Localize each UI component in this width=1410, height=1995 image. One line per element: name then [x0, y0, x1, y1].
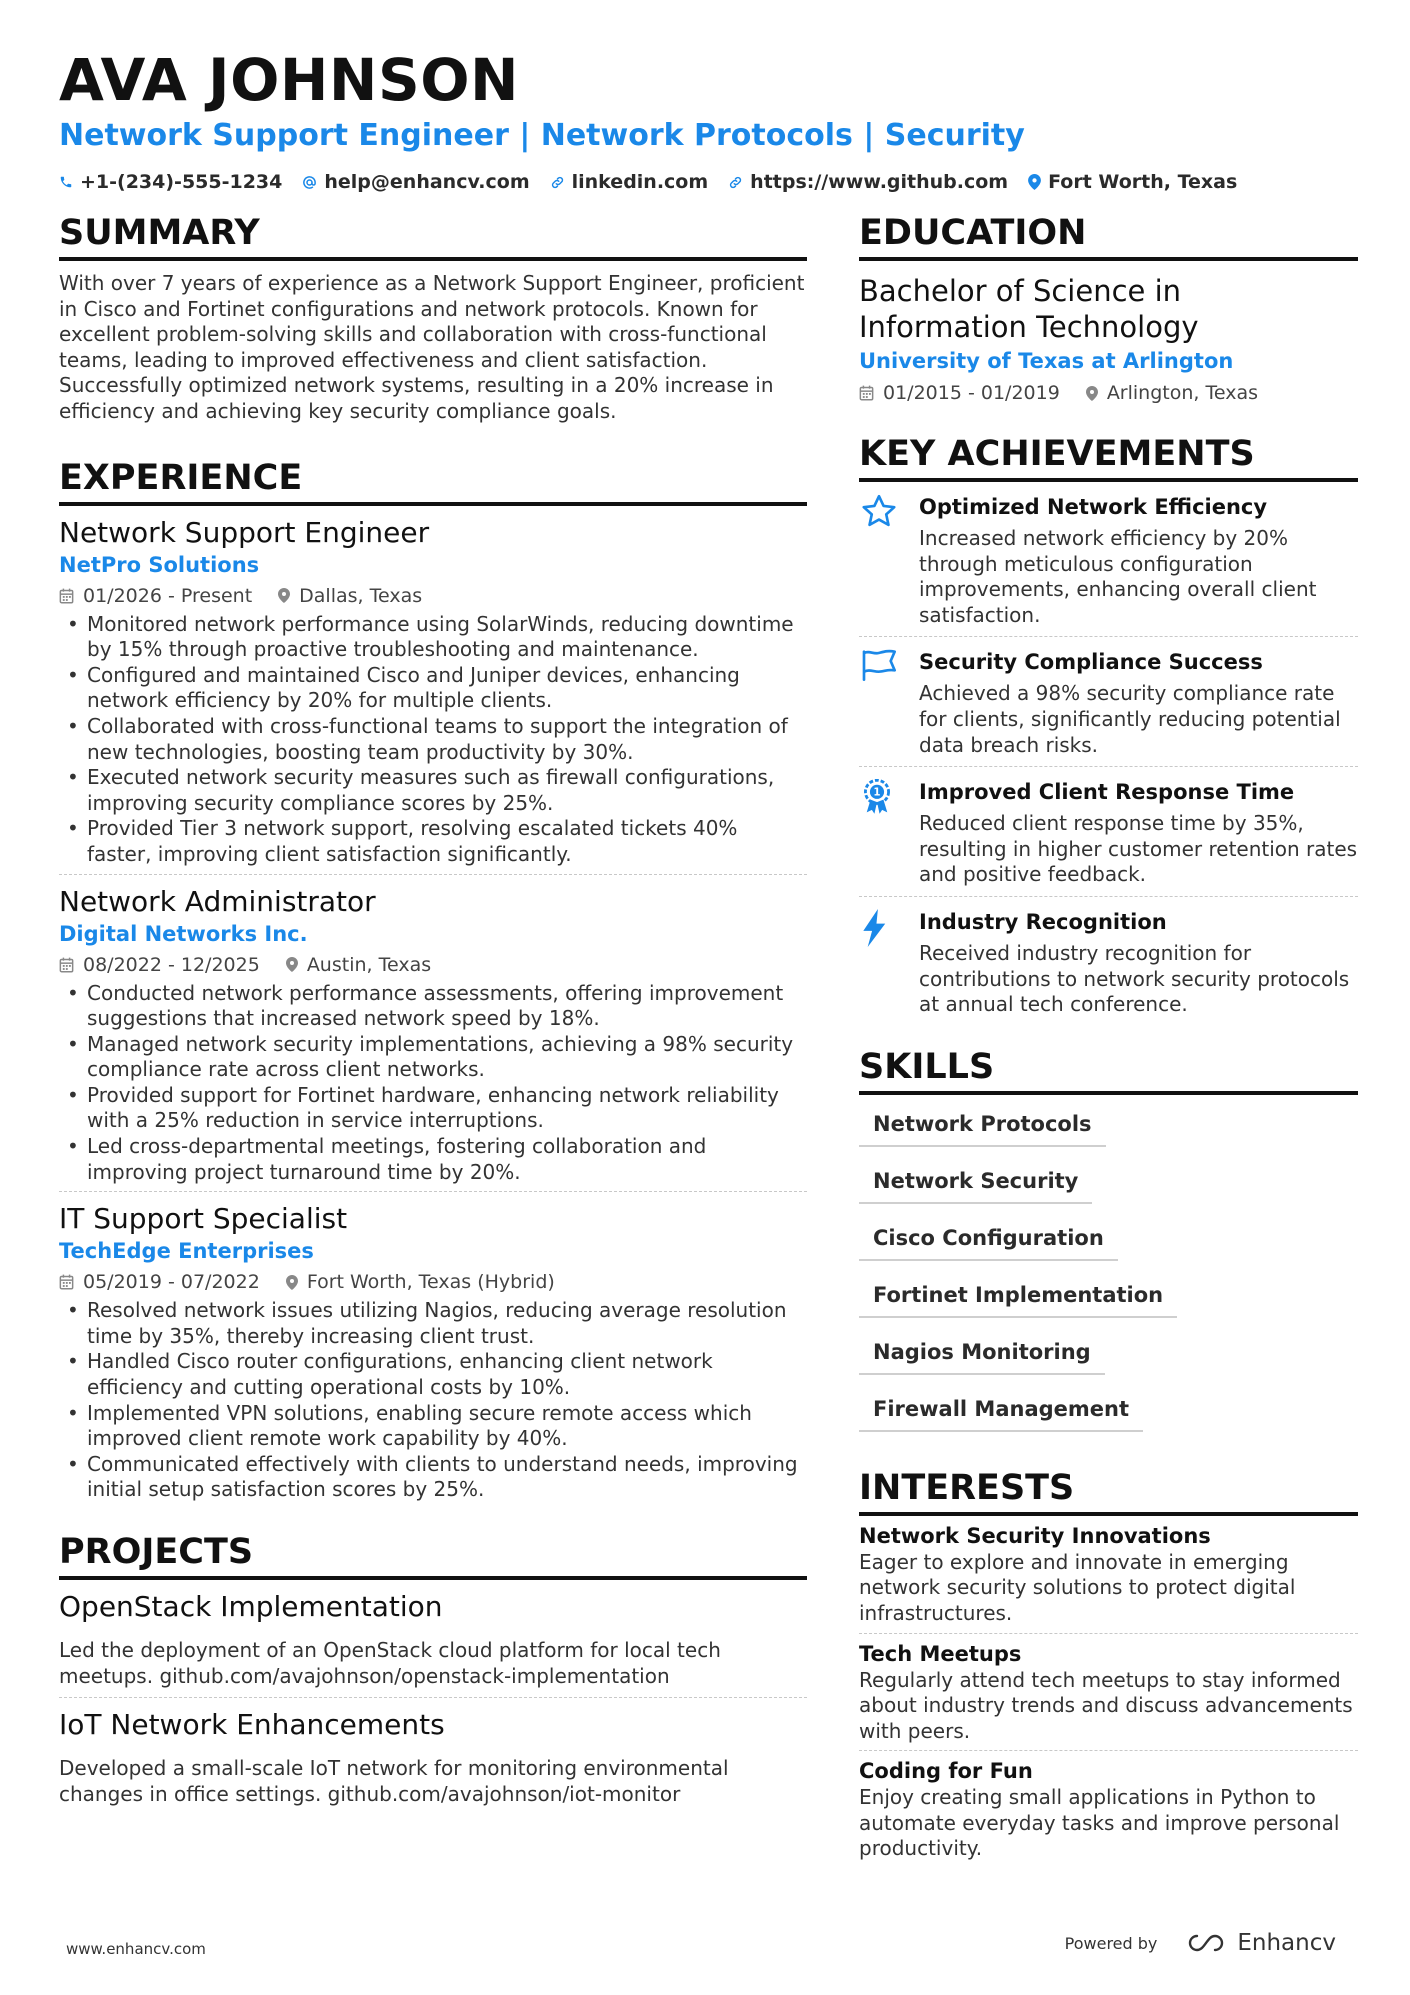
job-bullets — [59, 981, 807, 1186]
job-dates-wrap — [59, 1268, 260, 1296]
experience-heading: EXPERIENCE — [59, 455, 807, 506]
location-pin-icon — [1086, 386, 1098, 401]
svg-text:1: 1 — [873, 786, 881, 799]
achievement-title: Optimized Network Efficiency — [919, 495, 1268, 519]
interest-description: Eager to explore and innovate in emerging network security solutions to protect digital infrastructures. — [859, 1549, 1296, 1625]
interest-title: Tech Meetups — [859, 1641, 1022, 1666]
interest-title: Coding for Fun — [859, 1759, 1033, 1784]
skills-section — [859, 1044, 1358, 1445]
footer-website-link[interactable]: www.enhancv.com — [66, 1940, 206, 1958]
footer-branding — [1065, 1930, 1336, 1956]
project-entry — [59, 1698, 807, 1815]
job-dates: 08/2022 - 12/2025 — [83, 953, 260, 976]
summary-text: With over 7 years of experience as a Network Support Engineer, proficient in Cisco and Fortinet configurations and network protocols. Known for excellent problem-solving skills and collaboration with cross-functional teams, leading to improved effectiveness and client satisfaction. Successfully optimized network systems, resulting in a 20% increase in efficiency and achieving key security compliance goals. — [59, 271, 805, 423]
location-pin-icon — [286, 1275, 298, 1290]
job-dates-wrap — [59, 582, 252, 610]
job-location-wrap — [278, 582, 422, 610]
job-meta — [59, 951, 807, 979]
job-dates-wrap — [59, 951, 260, 979]
calendar-icon — [59, 957, 74, 973]
job-bullet: • Resolved network issues utilizing Nagios, reducing average resolution time by 35%, thereby increasing client trust. — [59, 1298, 807, 1349]
job-bullet: • Executed network security measures such as firewall configurations, improving security compliance scores by 25%. — [59, 765, 807, 816]
achievement-entry — [859, 897, 1358, 1026]
contact-github-text: https://www.github.com — [750, 171, 1009, 193]
link-icon — [728, 175, 743, 190]
lightning-bolt-icon — [861, 909, 889, 947]
achievement-body — [919, 777, 1358, 888]
contact-github[interactable] — [728, 171, 1008, 193]
achievement-icon-wrap — [859, 777, 919, 888]
achievement-title: Industry Recognition — [919, 909, 1167, 934]
contact-location — [1028, 171, 1237, 193]
achievement-description: Increased network efficiency by 20% through meticulous configuration improvements, enhancing overall client satisfaction. — [919, 526, 1317, 627]
job-location: Fort Worth, Texas (Hybrid) — [306, 1271, 555, 1294]
job-bullets — [59, 1298, 807, 1503]
education-section — [859, 210, 1358, 407]
star-icon — [861, 494, 897, 528]
achievement-title: Security Compliance Success — [919, 650, 1263, 675]
experience-entry — [59, 1192, 807, 1509]
contact-phone-text: +1-(234)-555-1234 — [80, 171, 283, 193]
achievement-description: Reduced client response time by 35%, resulting in higher customer retention rates and positive feedback. — [919, 811, 1358, 887]
job-bullet: • Led cross-departmental meetings, fostering collaboration and improving project turnaround time by 20%. — [59, 1134, 807, 1185]
phone-icon — [59, 175, 73, 189]
job-bullet: • Implemented VPN solutions, enabling secure remote access which improved client remote work capability by 40%. — [59, 1401, 807, 1452]
contact-email[interactable] — [302, 171, 529, 193]
achievements-heading: KEY ACHIEVEMENTS — [859, 431, 1358, 482]
degree-title: Bachelor of Science in Information Technology — [859, 274, 1199, 344]
skill-tag: Network Protocols — [859, 1103, 1106, 1147]
achievement-icon-wrap — [859, 907, 919, 1018]
education-location-wrap — [1086, 379, 1258, 407]
skill-tag: Network Security — [859, 1160, 1092, 1204]
school-name: University of Texas at Arlington — [859, 349, 1234, 373]
job-location-wrap — [286, 951, 431, 979]
job-title: Network Support Engineer — [59, 515, 430, 549]
job-dates: 05/2019 - 07/2022 — [83, 1271, 260, 1294]
interest-title: Network Security Innovations — [859, 1523, 1211, 1548]
location-pin-icon — [286, 957, 298, 972]
company-name: TechEdge Enterprises — [59, 1239, 314, 1264]
company-name: NetPro Solutions — [59, 552, 260, 577]
skill-tag: Firewall Management — [859, 1388, 1143, 1432]
experience-entry — [59, 875, 807, 1193]
achievement-entry — [859, 767, 1358, 897]
job-location-wrap — [286, 1268, 555, 1296]
job-bullet: • Provided Tier 3 network support, resolving escalated tickets 40% faster, improving client satisfaction significantly. — [59, 816, 807, 867]
achievement-entry — [859, 637, 1358, 767]
achievements-section — [859, 431, 1358, 1026]
experience-entry — [59, 506, 807, 875]
company-name: Digital Networks Inc. — [59, 921, 308, 946]
flag-icon — [861, 649, 899, 681]
contact-linkedin-text: linkedin.com — [571, 171, 709, 193]
achievement-icon-wrap — [859, 647, 919, 758]
link-icon — [550, 175, 565, 190]
location-pin-icon — [1028, 174, 1041, 190]
achievement-title: Improved Client Response Time — [919, 780, 1295, 805]
interest-entry — [859, 1634, 1358, 1752]
project-title: OpenStack Implementation — [59, 1590, 443, 1623]
interests-section — [859, 1465, 1358, 1868]
skill-tag: Cisco Configuration — [859, 1217, 1118, 1261]
skill-tag: Fortinet Implementation — [859, 1274, 1177, 1318]
projects-heading: PROJECTS — [59, 1529, 807, 1580]
job-bullet: • Managed network security implementations, achieving a 98% security compliance rate across client networks. — [59, 1032, 807, 1083]
skills-list — [859, 1103, 1358, 1445]
education-dates: 01/2015 - 01/2019 — [883, 382, 1060, 404]
job-meta — [59, 1268, 807, 1296]
achievement-icon-wrap — [859, 492, 919, 628]
job-bullet: • Handled Cisco router configurations, enhancing client network efficiency and cutting operational costs by 10%. — [59, 1349, 807, 1400]
candidate-name: AVA JOHNSON — [59, 46, 520, 114]
job-location: Dallas, Texas — [299, 584, 423, 607]
calendar-icon — [59, 1274, 74, 1290]
contact-email-text: help@enhancv.com — [324, 171, 530, 193]
job-location: Austin, Texas — [306, 953, 432, 976]
education-dates-wrap — [859, 379, 1060, 407]
candidate-headline: Network Support Engineer | Network Protocols | Security — [59, 118, 1025, 153]
achievement-body — [919, 907, 1358, 1018]
achievement-description: Received industry recognition for contributions to network security protocols at annual tech conference. — [919, 940, 1350, 1017]
education-heading: EDUCATION — [859, 210, 1358, 261]
left-column — [59, 210, 807, 1815]
project-entry — [59, 1580, 807, 1698]
job-bullet: • Communicated effectively with clients to understand needs, improving initial setup satisfaction scores by 25%. — [59, 1452, 807, 1503]
experience-section — [59, 455, 807, 1509]
projects-section — [59, 1529, 807, 1815]
job-bullet: • Monitored network performance using SolarWinds, reducing downtime by 15% through proactive troubleshooting and maintenance. — [59, 612, 807, 663]
project-description: Led the deployment of an OpenStack cloud platform for local tech meetups. github.com/avajohnson/openstack-implementation — [59, 1638, 721, 1688]
powered-by-text: Powered by — [1064, 1933, 1158, 1953]
interest-description: Regularly attend tech meetups to stay informed about industry trends and discuss advancements with peers. — [859, 1667, 1353, 1743]
job-bullet: • Collaborated with cross-functional teams to support the integration of new technologies, boosting team productivity by 30%. — [59, 714, 807, 765]
at-icon — [302, 175, 317, 190]
interest-description: Enjoy creating small applications in Python to automate everyday tasks and improve personal productivity. — [859, 1785, 1340, 1861]
education-location: Arlington, Texas — [1106, 382, 1258, 404]
calendar-icon — [59, 588, 74, 604]
location-pin-icon — [278, 588, 290, 603]
right-column — [859, 210, 1358, 1868]
job-bullet: • Provided support for Fortinet hardware, enhancing network reliability with a 25% reduction in service interruptions. — [59, 1083, 807, 1134]
achievement-description: Achieved a 98% security compliance rate for clients, significantly reducing potential data breach risks. — [919, 681, 1341, 757]
job-title: IT Support Specialist — [59, 1202, 348, 1236]
achievement-body — [919, 492, 1358, 628]
enhancv-logo[interactable] — [1183, 1930, 1336, 1956]
achievement-body — [919, 647, 1358, 758]
skill-tag: Nagios Monitoring — [859, 1331, 1105, 1375]
project-title: IoT Network Enhancements — [59, 1708, 445, 1742]
summary-section — [59, 210, 807, 425]
contact-bar — [59, 168, 1257, 196]
contact-location-text: Fort Worth, Texas — [1048, 171, 1238, 193]
enhancv-logo-text: Enhancv — [1237, 1930, 1336, 1956]
contact-phone[interactable] — [59, 171, 282, 193]
calendar-icon — [859, 385, 874, 401]
job-bullet: • Conducted network performance assessments, offering improvement suggestions that increased network speed by 18%. — [59, 981, 807, 1032]
interest-entry — [859, 1516, 1358, 1634]
job-dates: 01/2026 - Present — [83, 584, 253, 607]
job-meta — [59, 582, 807, 610]
award-ribbon-icon — [861, 779, 893, 815]
skills-heading: SKILLS — [859, 1044, 1358, 1095]
job-bullets — [59, 612, 807, 868]
interests-heading: INTERESTS — [859, 1465, 1358, 1516]
project-description: Developed a small-scale IoT network for monitoring environmental changes in office settings. github.com/avajohnson/iot-monitor — [59, 1756, 729, 1806]
contact-linkedin[interactable] — [550, 171, 709, 193]
job-title: Network Administrator — [59, 884, 376, 918]
achievement-entry — [859, 482, 1358, 637]
education-meta — [859, 379, 1358, 407]
job-bullet: • Configured and maintained Cisco and Juniper devices, enhancing network efficiency by 20% for multiple clients. — [59, 663, 807, 714]
interest-entry — [859, 1751, 1358, 1868]
summary-heading: SUMMARY — [59, 210, 807, 261]
enhancv-logo-icon — [1183, 1932, 1229, 1954]
